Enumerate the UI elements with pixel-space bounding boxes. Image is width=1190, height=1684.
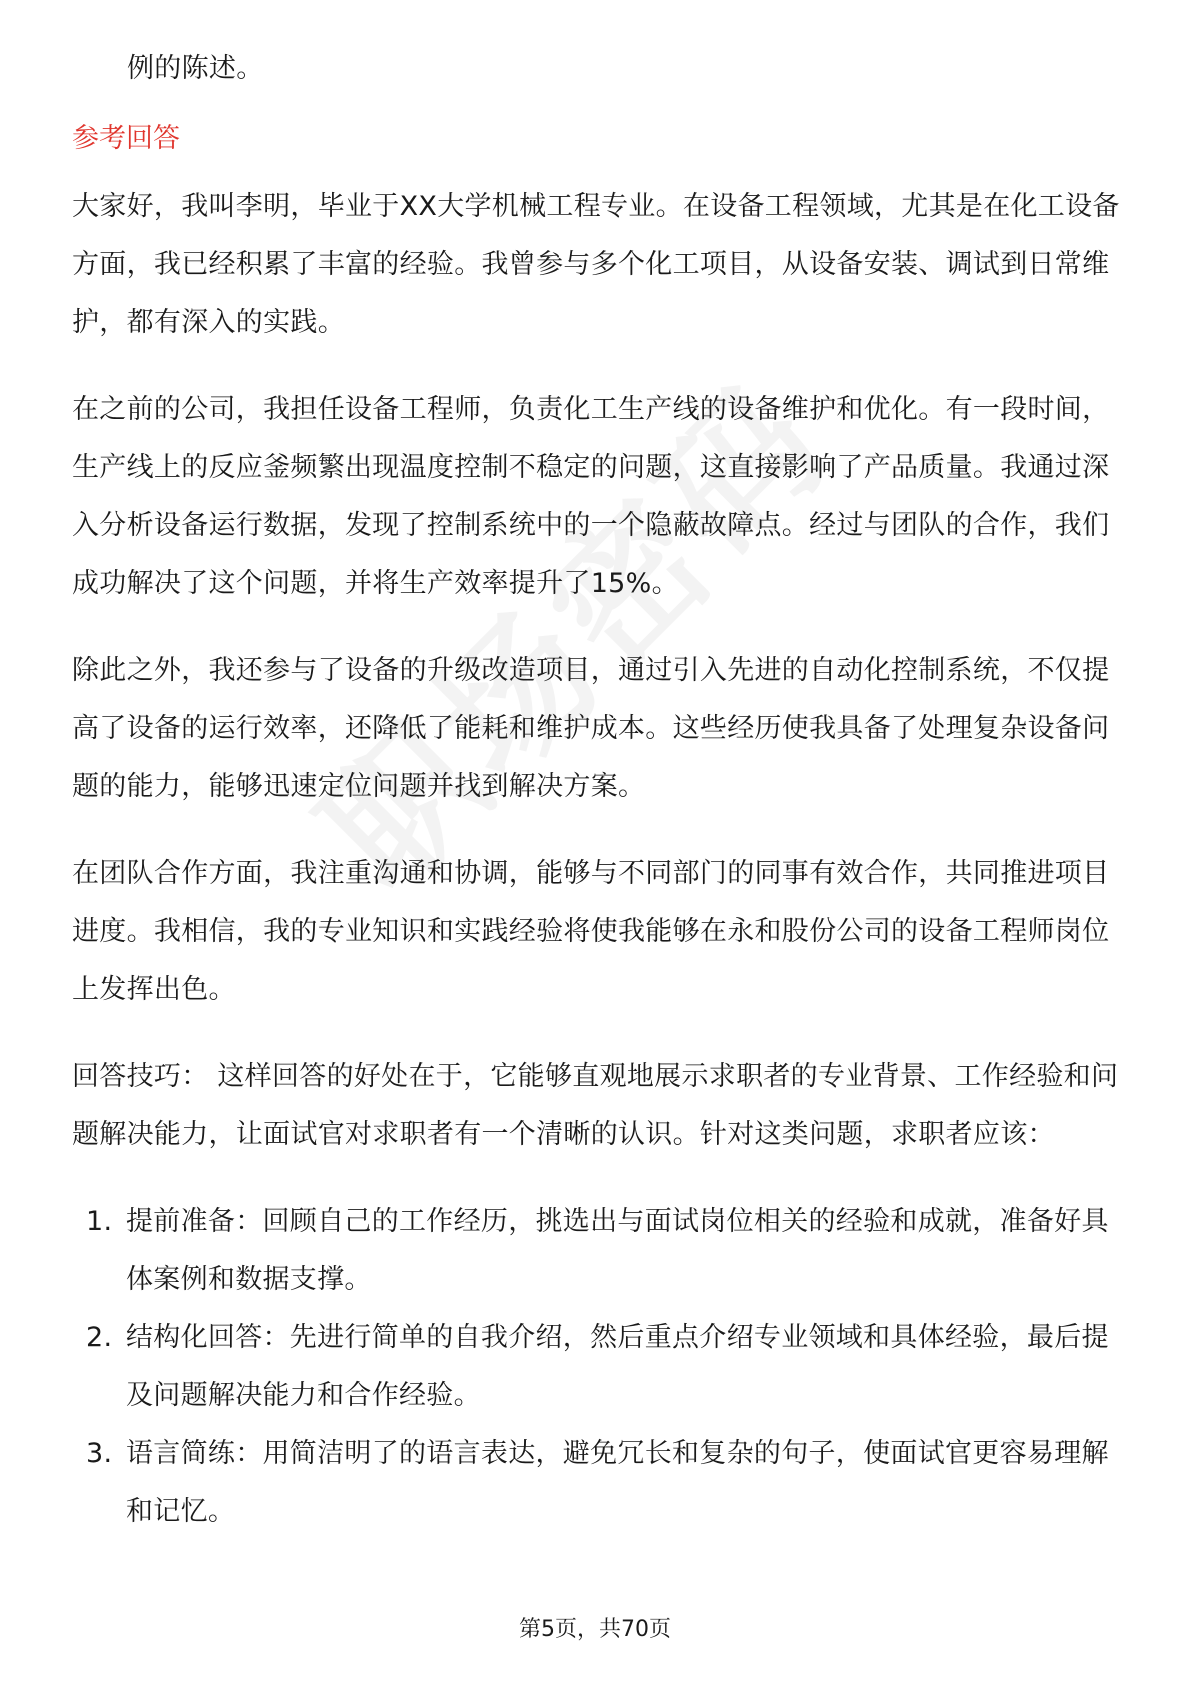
answer-heading: 参考回答 (72, 123, 180, 154)
tip-item (72, 1425, 1122, 1541)
tip-number: 3. (86, 1438, 113, 1469)
tip-item (72, 1309, 1122, 1425)
answer-paragraph-3: 除此之外，我还参与了设备的升级改造项目，通过引入先进的自动化控制系统，不仅提高了设备的运行效率，还降低了能耗和维护成本。这些经历使我具备了处理复杂设备问题的能力，能够迅速定位问题并找到解决方案。 (72, 655, 1110, 802)
tip-text: 语言简练：用简洁明了的语言表达，避免冗长和复杂的句子，使面试官更容易理解和记忆。 (126, 1438, 1109, 1527)
tip-text: 结构化回答：先进行简单的自我介绍，然后重点介绍专业领域和具体经验，最后提及问题解决能力和合作经验。 (126, 1322, 1109, 1411)
tip-number: 2. (86, 1322, 113, 1353)
answer-paragraph-1: 大家好，我叫李明，毕业于XX大学机械工程专业。在设备工程领域，尤其是在化工设备方面，我已经积累了丰富的经验。我曾参与多个化工项目，从设备安装、调试到日常维护，都有深入的实践。 (72, 191, 1120, 338)
tip-text: 提前准备：回顾自己的工作经历，挑选出与面试岗位相关的经验和成就，准备好具体案例和数据支撑。 (126, 1206, 1109, 1295)
page-content (72, 40, 1122, 1541)
tips-intro: 回答技巧： 这样回答的好处在于，它能够直观地展示求职者的专业背景、工作经验和问题解决能力，让面试官对求职者有一个清晰的认识。针对这类问题，求职者应该： (72, 1061, 1119, 1150)
intro-tail-text: 例的陈述。 (127, 53, 264, 84)
tips-list (72, 1193, 1122, 1541)
tip-number: 1. (86, 1206, 113, 1237)
page-number-footer: 第5页，共70页 (519, 1617, 671, 1642)
answer-paragraph-4: 在团队合作方面，我注重沟通和协调，能够与不同部门的同事有效合作，共同推进项目进度。我相信，我的专业知识和实践经验将使我能够在永和股份公司的设备工程师岗位上发挥出色。 (72, 858, 1110, 1005)
tip-item (72, 1193, 1122, 1309)
answer-paragraph-2: 在之前的公司，我担任设备工程师，负责化工生产线的设备维护和优化。有一段时间，生产线上的反应釜频繁出现温度控制不稳定的问题，这直接影响了产品质量。我通过深入分析设备运行数据，发现了控制系统中的一个隐蔽故障点。经过与团队的合作，我们成功解决了这个问题，并将生产效率提升了15%。 (72, 394, 1110, 599)
